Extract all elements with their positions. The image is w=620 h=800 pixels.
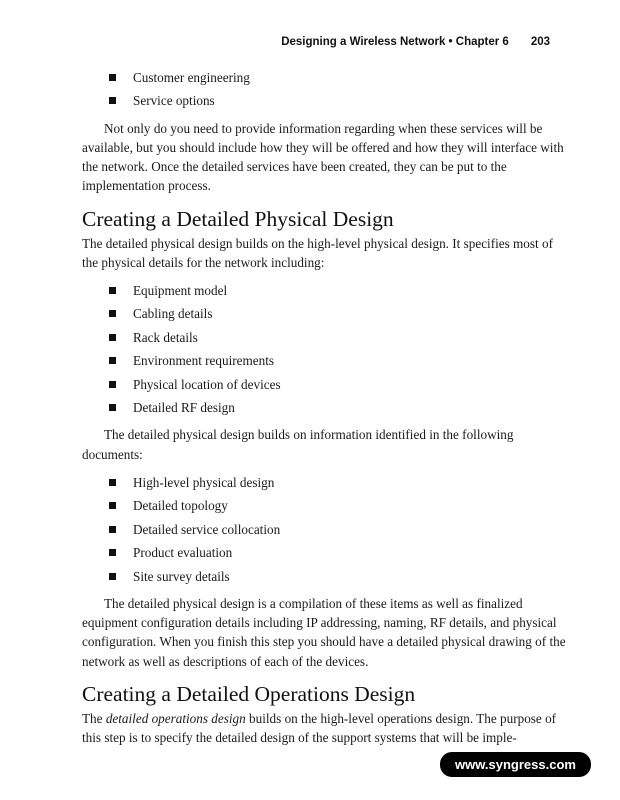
page-number: 203 bbox=[530, 36, 550, 48]
bullet-square-icon bbox=[109, 74, 116, 81]
list-item: Product evaluation bbox=[109, 541, 568, 564]
paragraph-operations-intro: The detailed operations design builds on the high-level operations design. The purpose of this step is to specify the detailed design of the support systems that will be imple- bbox=[82, 710, 557, 745]
section-heading-operations-design: Creating a Detailed Operations Design bbox=[82, 681, 416, 706]
list-item: Cabling details bbox=[109, 302, 568, 325]
paragraph-physical-sources: The detailed physical design builds on information identified in the following documents: bbox=[82, 427, 514, 462]
bullet-list-physical-details bbox=[82, 279, 568, 419]
page-content bbox=[82, 66, 568, 754]
bullet-square-icon bbox=[109, 381, 116, 388]
list-item: Rack details bbox=[109, 326, 568, 349]
bullet-list-source-documents bbox=[82, 471, 568, 588]
running-header bbox=[82, 36, 550, 48]
bullet-list-top bbox=[82, 66, 568, 113]
list-item: High-level physical design bbox=[109, 471, 568, 494]
bullet-square-icon bbox=[109, 549, 116, 556]
bullet-square-icon bbox=[109, 287, 116, 294]
section-heading-physical-design: Creating a Detailed Physical Design bbox=[82, 206, 394, 231]
list-item: Detailed service collocation bbox=[109, 518, 568, 541]
running-title: Designing a Wireless Network • Chapter 6 bbox=[281, 36, 509, 48]
list-item: Equipment model bbox=[109, 279, 568, 302]
bullet-square-icon bbox=[109, 310, 116, 317]
paragraph-services: Not only do you need to provide information regarding when these services will be available, but you should include how they will be offered and how they will interface with the network. Once the detailed services have been created, they can be put to the implementation process. bbox=[82, 120, 564, 194]
list-item: Customer engineering bbox=[109, 66, 568, 89]
paragraph-physical-intro: The detailed physical design builds on the high-level physical design. It specifies most of the physical details for the network including: bbox=[82, 235, 553, 270]
bullet-square-icon bbox=[109, 97, 116, 104]
list-item: Physical location of devices bbox=[109, 373, 568, 396]
list-item: Environment requirements bbox=[109, 349, 568, 372]
bullet-square-icon bbox=[109, 404, 116, 411]
bullet-square-icon bbox=[109, 357, 116, 364]
list-item: Service options bbox=[109, 89, 568, 112]
list-item: Detailed topology bbox=[109, 494, 568, 517]
bullet-square-icon bbox=[109, 479, 116, 486]
bullet-square-icon bbox=[109, 502, 116, 509]
list-item: Detailed RF design bbox=[109, 396, 568, 419]
publisher-website-badge: www.syngress.com bbox=[440, 752, 591, 777]
bullet-square-icon bbox=[109, 526, 116, 533]
bullet-square-icon bbox=[109, 334, 116, 341]
emphasized-term: detailed operations design bbox=[105, 710, 246, 726]
paragraph-physical-summary: The detailed physical design is a compilation of these items as well as finalized equipment configuration details including IP addressing, naming, RF details, and physical configuration. When you finish this step you should have a detailed physical drawing of the network as well as descriptions of each of the devices. bbox=[82, 595, 566, 669]
list-item: Site survey details bbox=[109, 565, 568, 588]
bullet-square-icon bbox=[109, 573, 116, 580]
